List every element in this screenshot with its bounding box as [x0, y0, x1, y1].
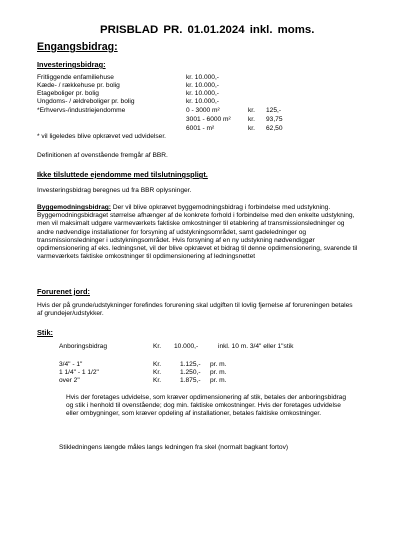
- investment-row-amount: kr. 10.000,-: [186, 90, 219, 97]
- stik-size: 3/4" - 1": [59, 361, 83, 368]
- anboring-note: inkl. 10 m. 3/4" eller 1"stik: [218, 343, 294, 350]
- stik-size: over 2": [59, 377, 80, 384]
- investment-row-label: Kæde- / rækkehuse pr. bolig: [37, 82, 120, 89]
- stik-size: 1 1/4" - 1 1/2": [59, 369, 99, 376]
- erhverv-kr: kr.: [248, 125, 255, 132]
- stik-kr: Kr.: [153, 377, 162, 384]
- erhverv-kr: kr.: [248, 107, 255, 114]
- erhverv-range: 6001 - m²: [186, 125, 215, 132]
- anboring-kr: Kr.: [153, 343, 162, 350]
- erhverv-label: *Erhvervs-/industriejendomme: [37, 107, 126, 114]
- investment-row-amount: kr. 10.000,-: [186, 82, 219, 89]
- stik-unit: pr. m.: [210, 369, 227, 376]
- section-heading-forurenet: Forurenet jord:: [37, 287, 90, 296]
- investment-row-amount: kr. 10.000,-: [186, 74, 219, 81]
- bbr-definition: Definitionen af ovenstående fremgår af BBR.: [37, 152, 168, 159]
- stik-amount: 1.875,-: [180, 377, 201, 384]
- erhverv-price: 62,50: [266, 125, 283, 132]
- byggemodning-lead: Byggemodningsbidrag:: [37, 204, 111, 211]
- byggemodning-paragraph: [37, 204, 359, 261]
- anboring-amount: 10.000,-: [174, 343, 199, 350]
- investment-note: * vil ligeledes blive opkrævet ved udvidelser.: [37, 133, 167, 140]
- erhverv-kr: kr.: [248, 116, 255, 123]
- tilsluttede-text: Investeringsbidrag beregnes ud fra BBR oplysninger.: [37, 187, 192, 194]
- erhverv-range: 0 - 3000 m²: [186, 107, 220, 114]
- stik-unit: pr. m.: [210, 361, 227, 368]
- erhverv-price: 93,75: [266, 116, 283, 123]
- investment-row-label: Etageboliger pr. bolig: [37, 90, 99, 97]
- anboring-label: Anboringsbidrag: [59, 343, 108, 350]
- section-heading-engangsbidrag: Engangsbidrag:: [37, 41, 118, 53]
- subheading-tilsluttede: Ikke tilsluttede ejendomme med tilslutningspligt.: [37, 170, 208, 179]
- erhverv-range: 3001 - 6000 m²: [186, 116, 231, 123]
- section-heading-stik: Stik:: [37, 328, 54, 337]
- stik-kr: Kr.: [153, 361, 162, 368]
- forurenet-text: Hvis der på grunde/udstykninger forefindes forurening skal udgiften til lovlig fjernelse af forureningen betales af grundejer/udstykker.: [37, 302, 353, 318]
- erhverv-price: 125,-: [266, 107, 282, 114]
- stik-paragraph: Hvis der foretages udvidelse, som kræver opdimensionering af stik, betales der anboringsbidrag og stik i henhold til ovenstående; dog min. faktiske omkostninger. Hvis der foretages udvidelse eller ombygninger, som kræver opdeling af installationer, betales faktiske omkostninger.: [66, 394, 347, 418]
- stik-unit: pr. m.: [210, 377, 227, 384]
- subheading-investeringsbidrag: Investeringsbidrag:: [37, 60, 106, 69]
- page-title: PRISBLAD PR. 01.01.2024 inkl. moms.: [100, 24, 315, 36]
- investment-row-amount: kr. 10.000,-: [186, 98, 219, 105]
- stik-kr: Kr.: [153, 369, 162, 376]
- investment-row-label: Fritliggende enfamiliehuse: [37, 74, 114, 81]
- stik-footer: Stikledningens længde måles langs ledningen fra skel (normalt bagkant fortov): [59, 444, 289, 451]
- byggemodning-text: Der vil blive opkrævet byggemodningsbidrag i forbindelse med udstykning. Byggemodningsbidraget størrelse afhænger af de konkrete forhold i forbindelse med den enkelte udstykning, men vil maksimalt udgøre varmeværkets faktiske omkostninger til etablering af transmissionsledninger og andre nødvendige installationer for forsyning af udstykningsområdet, samt gadeledninger og transmissionsledninger i udstykningsområdet. Hvis forsyning af en ny udstykning nødvendiggør opdimensionering af eks. ledningsnet, vil der blive opkrævet et bidrag til denne opdimensionering, svarende til varmeværkets faktiske omkostninger til opdimensionering af ledningsnettet: [37, 204, 358, 261]
- investment-row-label: Ungdoms- / ældreboliger pr. bolig: [37, 98, 135, 105]
- stik-amount: 1.250,-: [180, 369, 201, 376]
- stik-amount: 1.125,-: [180, 361, 201, 368]
